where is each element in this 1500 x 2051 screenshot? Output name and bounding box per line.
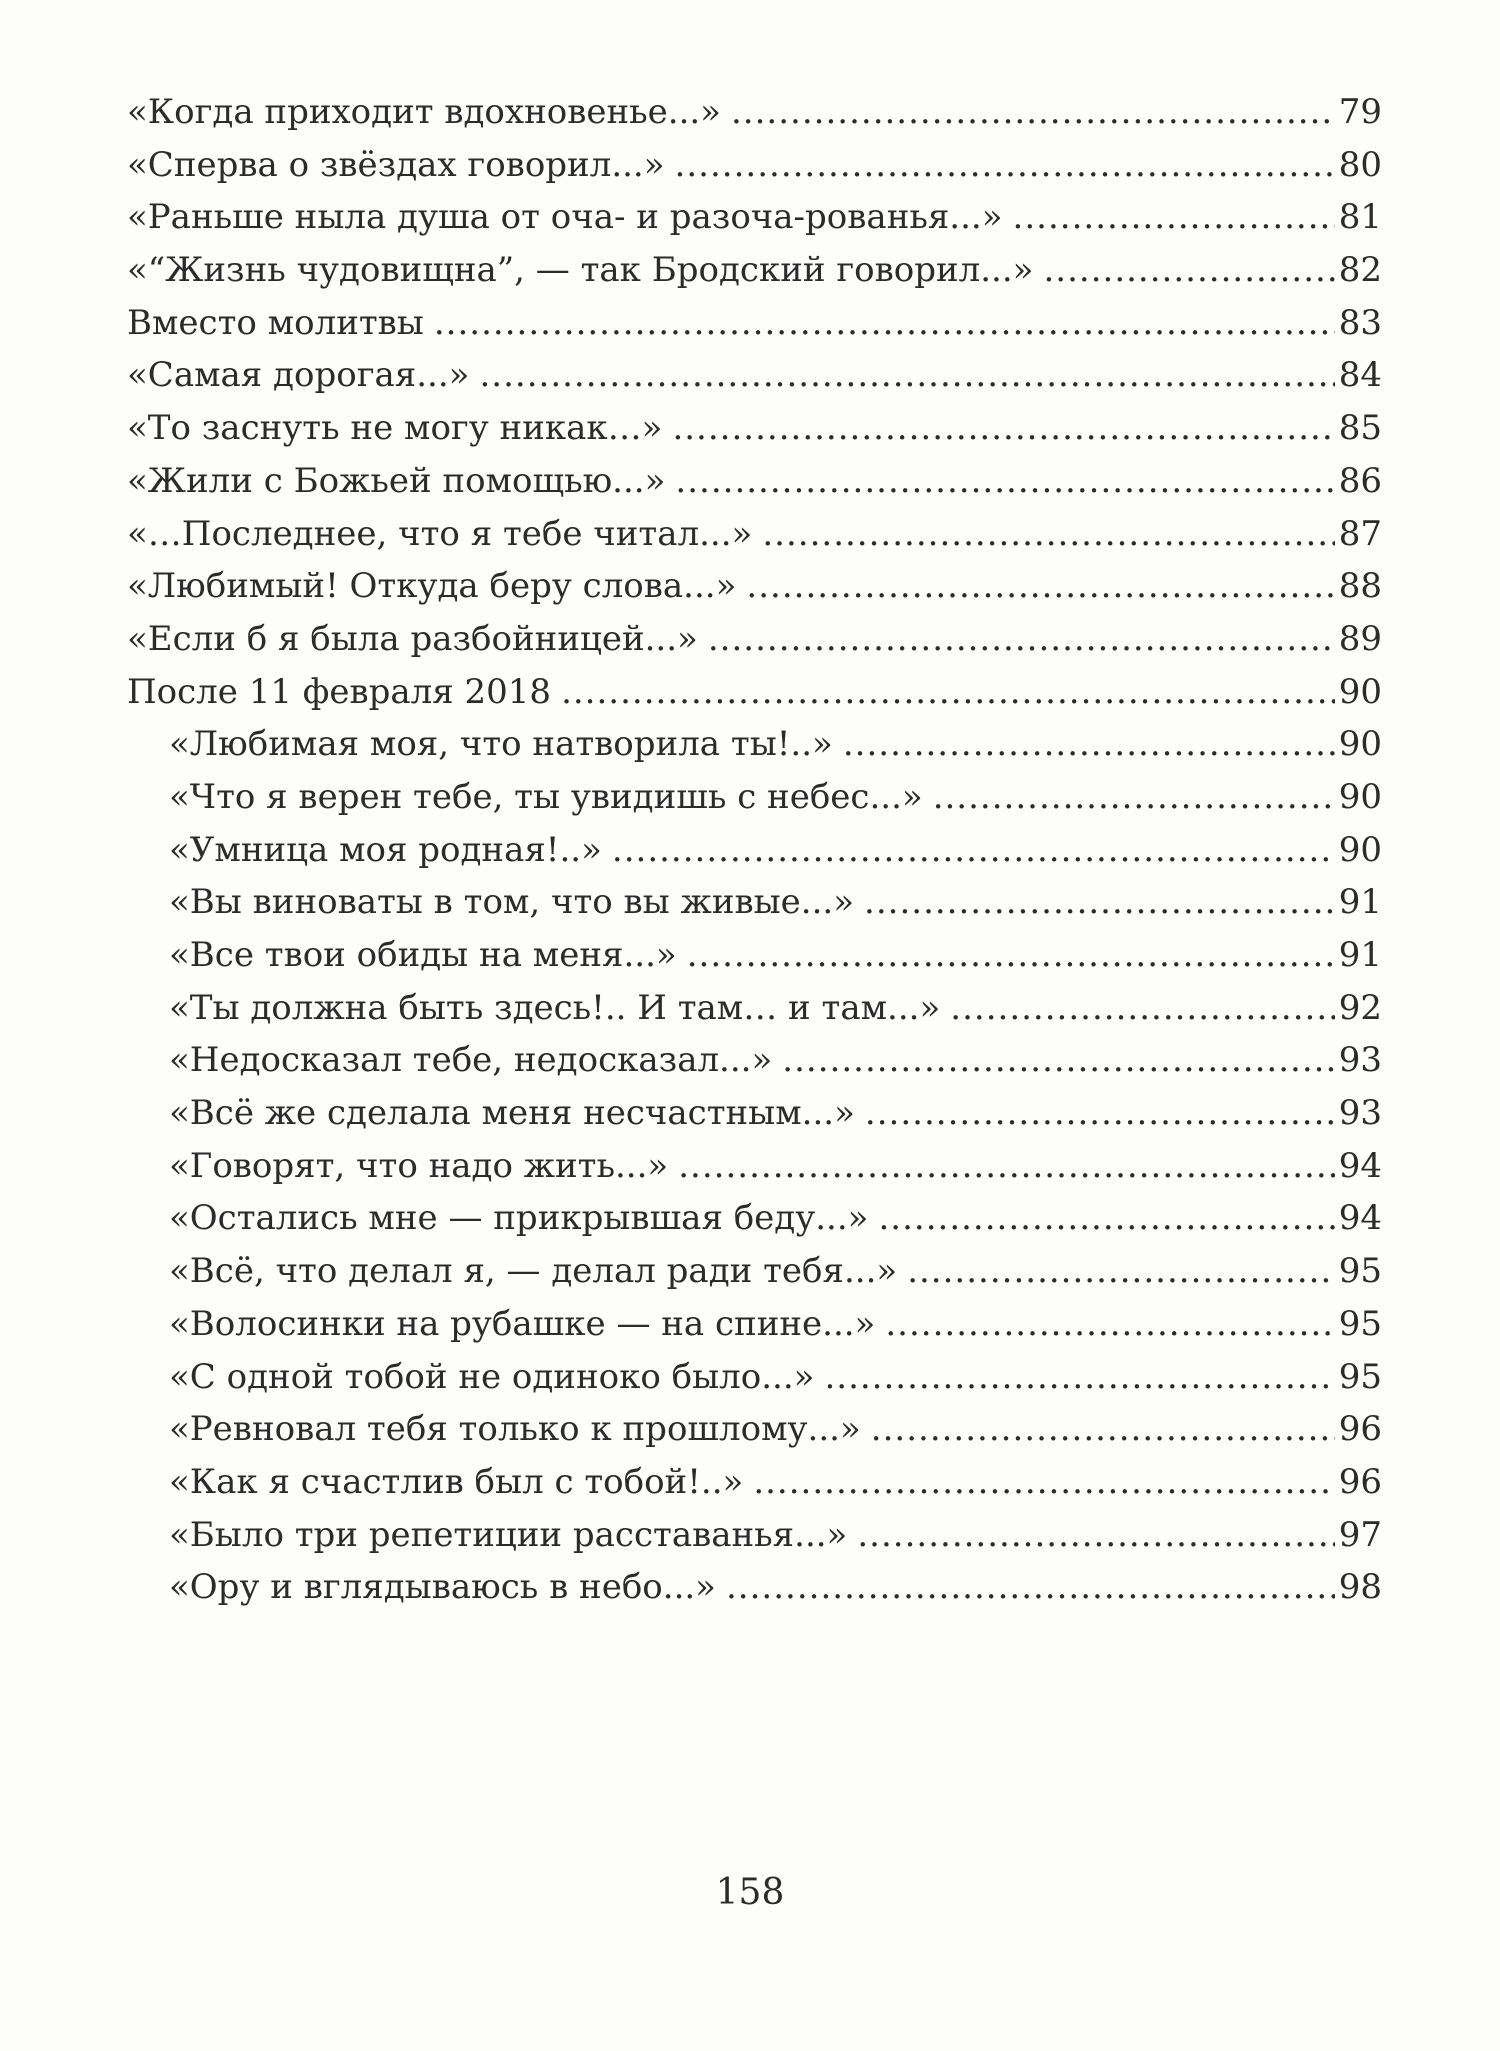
toc-entry-title: «Ревновал тебя только к прошлому...» — [169, 1409, 861, 1450]
toc-entry-page: 96 — [1338, 1461, 1382, 1502]
toc-entry-title: «Остались мне — прикрывшая беду...» — [169, 1198, 869, 1239]
dot-leader — [933, 777, 1335, 817]
toc-entry-title: «Раньше ныла душа от оча- и разоча-рованья...» — [127, 197, 1003, 238]
toc-entry-page: 92 — [1338, 987, 1382, 1028]
toc-entry — [127, 1357, 1382, 1410]
toc-entry — [127, 408, 1382, 461]
toc-entry-title: Вместо молитвы — [127, 302, 424, 343]
dot-leader — [612, 830, 1335, 870]
toc-entry-page: 95 — [1338, 1251, 1382, 1292]
toc-entry-title: «Всё же сделала меня несчастным...» — [169, 1093, 855, 1134]
toc-entry-page: 85 — [1338, 408, 1382, 449]
toc-entry-page: 94 — [1338, 1198, 1382, 1239]
toc-entry-page: 95 — [1338, 1356, 1382, 1397]
toc-entry-page: 87 — [1338, 513, 1382, 554]
toc-entry-page: 96 — [1338, 1409, 1382, 1450]
toc-entry — [127, 830, 1382, 883]
toc-entry — [127, 672, 1382, 725]
toc-entry-title: «Волосинки на рубашке — на спине...» — [169, 1303, 876, 1344]
toc-entry-page: 90 — [1338, 829, 1382, 870]
toc-entry-title: «Ору и вглядываюсь в небо...» — [169, 1567, 716, 1608]
dot-leader — [864, 882, 1335, 922]
toc-entry-title: «Говорят, что надо жить...» — [169, 1145, 669, 1186]
dot-leader — [950, 988, 1334, 1028]
dot-leader — [762, 514, 1334, 554]
dot-leader — [746, 566, 1334, 606]
toc-entry — [127, 355, 1382, 408]
toc-entry — [127, 145, 1382, 198]
dot-leader — [885, 1304, 1334, 1344]
toc-entry-page: 79 — [1338, 92, 1382, 132]
toc-entry-title: «Всё, что делал я, — делал ради тебя...» — [169, 1251, 898, 1292]
toc-entry — [127, 303, 1382, 356]
toc-entry-page: 80 — [1338, 144, 1382, 185]
dot-leader — [1043, 250, 1334, 290]
dot-leader — [687, 935, 1335, 975]
toc-entry-title: «Как я счастлив был с тобой!..» — [169, 1461, 744, 1502]
toc-entry — [127, 1515, 1382, 1568]
toc-entry-title: «С одной тобой не одиноко было...» — [169, 1356, 815, 1397]
toc-entry-title: «Жили с Божьей помощью...» — [127, 460, 666, 501]
dot-leader — [878, 1198, 1334, 1238]
toc-entry-page: 83 — [1338, 302, 1382, 343]
toc-entry-title: «Любимый! Откуда беру слова...» — [127, 566, 737, 607]
toc-entry — [127, 935, 1382, 988]
toc-entry — [127, 777, 1382, 830]
dot-leader — [675, 461, 1334, 501]
toc-entry-title: «Любимая моя, что натворила ты!..» — [169, 724, 833, 765]
toc-entry-title: «…Последнее, что я тебе читал...» — [127, 513, 753, 554]
dot-leader — [731, 92, 1335, 132]
toc-entry-title: «Сперва о звёздах говорил...» — [127, 144, 665, 185]
toc-entry — [127, 1567, 1382, 1620]
toc-entry — [127, 619, 1382, 672]
toc-entry-page: 88 — [1338, 566, 1382, 607]
toc-entry-title: «Самая дорогая...» — [127, 355, 470, 396]
toc-entry-page: 90 — [1338, 776, 1382, 817]
toc-entry-page: 91 — [1338, 935, 1382, 975]
dot-leader — [907, 1251, 1335, 1291]
dot-leader — [1013, 197, 1335, 237]
toc-entry — [127, 1146, 1382, 1199]
page-number: 158 — [715, 1872, 785, 1913]
toc-entry — [127, 92, 1382, 145]
toc-entry-page: 94 — [1338, 1145, 1382, 1186]
dot-leader — [865, 1093, 1335, 1133]
toc-entry-page: 90 — [1338, 671, 1382, 712]
dot-leader — [678, 1146, 1335, 1186]
toc-entry-page: 82 — [1338, 250, 1382, 291]
toc-entry-page: 95 — [1338, 1303, 1382, 1344]
toc-entry — [127, 882, 1382, 935]
toc-entry — [127, 514, 1382, 567]
toc-entry — [127, 1040, 1382, 1093]
toc-entry-title: «Умница моя родная!..» — [169, 829, 602, 870]
toc-entry-page: 90 — [1338, 724, 1382, 765]
toc-entry-title: «Недосказал тебе, недосказал...» — [169, 1040, 773, 1081]
toc-entry — [127, 250, 1382, 303]
dot-leader — [561, 672, 1335, 712]
toc-entry — [127, 1198, 1382, 1251]
toc-entry-title: «Ты должна быть здесь!.. И там… и там...» — [169, 987, 941, 1028]
toc-entry-title: «Вы виноваты в том, что вы живые...» — [169, 882, 855, 923]
toc-entry-page: 81 — [1338, 197, 1382, 238]
toc-entry — [127, 988, 1382, 1041]
dot-leader — [843, 724, 1335, 764]
dot-leader — [753, 1462, 1334, 1502]
dot-leader — [726, 1567, 1335, 1607]
dot-leader — [434, 303, 1335, 343]
toc-entry-page: 97 — [1338, 1514, 1382, 1555]
toc-entry — [127, 1409, 1382, 1462]
toc-entry-title: «Все твои обиды на меня...» — [169, 935, 677, 975]
toc-entry-page: 93 — [1338, 1093, 1382, 1134]
toc-entry-title: «Когда приходит вдохновенье...» — [127, 92, 721, 132]
toc-entry-page: 84 — [1338, 355, 1382, 396]
toc-entry-title: После 11 февраля 2018 — [127, 671, 552, 712]
dot-leader — [824, 1357, 1334, 1397]
table-of-contents — [127, 92, 1382, 1620]
toc-entry-page: 91 — [1338, 882, 1382, 923]
toc-entry — [127, 1462, 1382, 1515]
toc-entry-title: «То заснуть не могу никак…» — [127, 408, 663, 449]
dot-leader — [857, 1515, 1334, 1555]
toc-entry-page: 93 — [1338, 1040, 1382, 1081]
toc-entry — [127, 197, 1382, 250]
toc-entry-page: 86 — [1338, 460, 1382, 501]
dot-leader — [782, 1040, 1334, 1080]
toc-entry — [127, 1251, 1382, 1304]
dot-leader — [479, 355, 1334, 395]
dot-leader — [675, 145, 1335, 185]
toc-entry — [127, 461, 1382, 514]
toc-entry-title: «Было три репетиции расставанья...» — [169, 1514, 848, 1555]
toc-entry-page: 89 — [1338, 618, 1382, 659]
toc-entry — [127, 724, 1382, 777]
toc-entry — [127, 1093, 1382, 1146]
toc-entry-title: «Что я верен тебе, ты увидишь с небес...» — [169, 776, 923, 817]
dot-leader — [708, 619, 1335, 659]
dot-leader — [871, 1409, 1335, 1449]
toc-entry-title: «“Жизнь чудовищна”, — так Бродский говорил...» — [127, 250, 1034, 291]
dot-leader — [672, 408, 1334, 448]
toc-entry — [127, 1304, 1382, 1357]
toc-entry-title: «Если б я была разбойницей...» — [127, 618, 698, 659]
toc-entry-page: 98 — [1338, 1567, 1382, 1608]
toc-entry — [127, 566, 1382, 619]
